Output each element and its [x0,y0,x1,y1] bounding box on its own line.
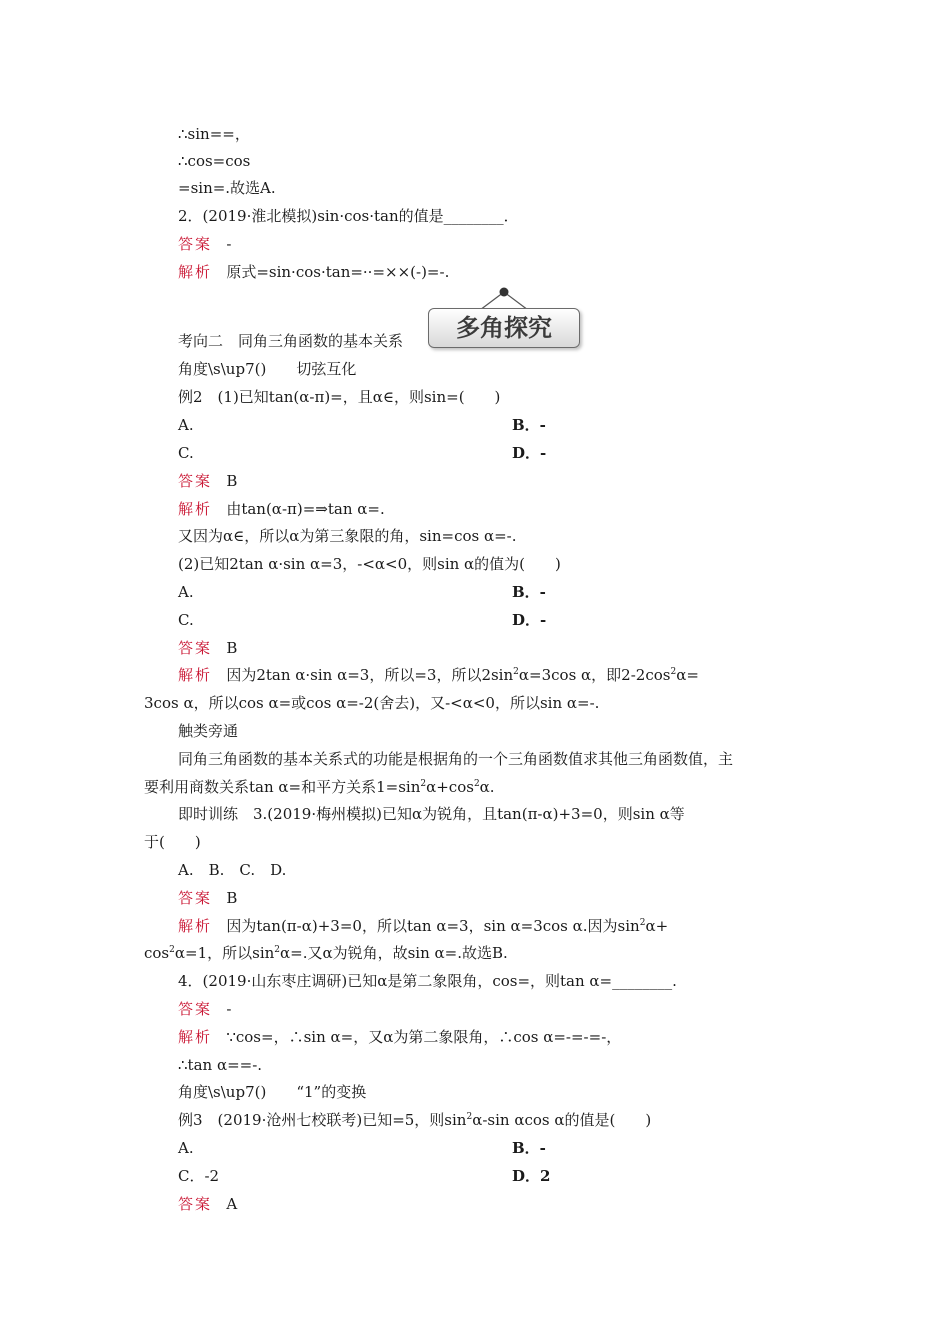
tip-text: 同角三角函数的基本关系式的功能是根据角的一个三角函数值求其他三角函数值，主 [178,750,734,768]
answer-value: B [226,639,238,657]
text-part: α=1，所以sin [174,944,275,962]
example-2-1: 例2 (1)已知tan(α-π)=，且α∈，则sin=( ) [178,388,501,406]
answer-label: 答案 [178,472,213,490]
text-line: ∴sin==， [178,125,250,143]
sub-heading: 角度\s\up7() “1”的变换 [178,1083,367,1101]
superscript: 2 [274,945,281,955]
answer-value: B [226,472,238,490]
question-2: 2．(2019·淮北模拟)sin·cos·tan的值是________． [178,207,519,225]
text-line: 于( ) [144,833,201,851]
option-d: D．- [512,611,547,629]
answer-label: 答案 [178,1000,213,1018]
answer-line [178,471,237,491]
practice-3: 即时训练 3.(2019·梅州模拟)已知α为锐角，且tan(π-α)+3=0，则sin α等 [178,805,685,823]
option-c: C. [178,444,194,462]
answer-value: - [226,1000,232,1018]
superscript: 2 [639,918,646,928]
answer-line [178,888,237,908]
answer-value: B [226,889,238,907]
text-line: ∴cos=cos [178,152,251,170]
analysis-text: ∵cos=，∴sin α=，又α为第二象限角，∴cos α=-=-=-， [226,1028,622,1046]
text-line: 又因为α∈，所以α为第三象限的角，sin=cos α=-. [178,527,517,545]
answer-line [178,638,237,658]
option-b: B．- [512,1139,546,1157]
answer-value: - [226,235,232,253]
tip-text-part: α+cos [426,778,474,796]
superscript: 2 [169,945,175,955]
analysis-label: 解析 [178,917,213,935]
superscript: 2 [466,1112,473,1122]
answer-line [178,1194,237,1214]
option-d: D．2 [512,1167,551,1185]
analysis-label: 解析 [178,263,213,281]
analysis-text: α+ [645,917,669,935]
text-line: ∴tan α==-. [178,1056,263,1074]
analysis-text: 由tan(α-π)=⇒tan α=. [226,500,385,518]
analysis-line [178,1027,621,1047]
option-c: C．-2 [178,1167,220,1185]
analysis-text: 因为2tan α·sin α=3，所以=3，所以2sin [226,666,514,684]
analysis-line [178,262,449,282]
option-a: A. [178,583,194,601]
analysis-line [178,665,699,685]
analysis-label: 解析 [178,666,213,684]
analysis-text: α=3cos α，即2-2cos [518,666,671,684]
option-c: C. [178,611,194,629]
analysis-text: 原式=sin·cos·tan=··=××(-)=-. [226,263,450,281]
analysis-line [178,499,385,519]
tip-text-part: 要利用商数关系tan α=和平方关系1=sin [144,778,421,796]
text-line: =sin=.故选A. [178,179,276,197]
superscript: 2 [513,667,519,677]
option-b: B．- [512,583,546,601]
superscript: 2 [473,779,480,789]
example-text: 例3 (2019·沧州七校联考)已知=5，则sin [178,1111,467,1129]
options-inline: A. B. C. D. [178,861,287,879]
example-3 [178,1110,651,1130]
text-part: cos [144,944,170,962]
text-part: α=.又α为锐角，故sin α=.故选B. [280,944,508,962]
analysis-text: α= [676,666,699,684]
answer-line [178,234,231,254]
text-line [144,943,508,963]
superscript: 2 [670,667,677,677]
answer-label: 答案 [178,1195,213,1213]
example-2-2: (2)已知2tan α·sin α=3，-<α<0，则sin α的值为( ) [178,555,561,573]
tip-text [144,777,495,797]
answer-label: 答案 [178,889,213,907]
section-badge-label: 多角探究 [456,314,552,342]
option-a: A. [178,1139,194,1157]
question-4: 4．(2019·山东枣庄调研)已知α是第二象限角，cos=，则tan α=________. [178,972,677,990]
text-line: 3cos α，所以cos α=或cos α=-2(舍去)，又-<α<0，所以sin α=-. [144,694,600,712]
option-b: B．- [512,416,546,434]
analysis-line [178,916,668,936]
tip-text-part: α. [479,778,495,796]
section-badge [428,308,580,348]
answer-value: A [226,1195,238,1213]
answer-line [178,999,231,1019]
analysis-text: 因为tan(π-α)+3=0，所以tan α=3，sin α=3cos α.因为sin [226,917,640,935]
option-a: A. [178,416,194,434]
answer-label: 答案 [178,639,213,657]
answer-label: 答案 [178,235,213,253]
tip-heading: 触类旁通 [178,722,239,740]
analysis-label: 解析 [178,500,213,518]
option-d: D．- [512,444,547,462]
example-text: α-sin αcos α的值是( ) [472,1111,652,1129]
section-heading: 考向二 同角三角函数的基本关系 [178,332,404,350]
sub-heading: 角度\s\up7() 切弦互化 [178,360,357,378]
superscript: 2 [420,779,427,789]
analysis-label: 解析 [178,1028,213,1046]
